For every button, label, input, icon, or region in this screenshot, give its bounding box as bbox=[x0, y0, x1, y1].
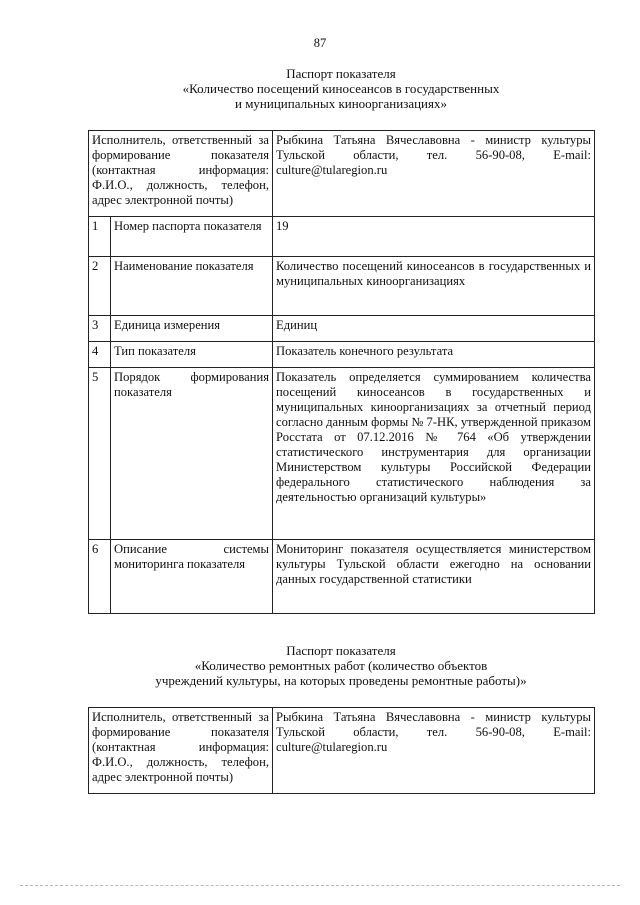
passport1-subtitle-line2: и муниципальных киноорганизациях» bbox=[234, 96, 447, 111]
passport2-subtitle-line2: учреждений культуры, на которых проведены ремонтные работы)» bbox=[155, 673, 527, 688]
table-row bbox=[89, 540, 595, 614]
executor-value: Рыбкина Татьяна Вячеславовна - министр культуры Тульской области, тел. 56-90-08, E-mail: culture@tularegion.ru bbox=[273, 708, 595, 794]
passport2-heading bbox=[88, 643, 594, 688]
passport2-title: Паспорт показателя bbox=[286, 643, 396, 658]
row-label: Тип показателя bbox=[111, 342, 273, 368]
table-row bbox=[89, 217, 595, 257]
row-number: 2 bbox=[89, 257, 111, 316]
passport2-subtitle-line1: «Количество ремонтных работ (количество объектов bbox=[194, 658, 488, 673]
row-number: 3 bbox=[89, 316, 111, 342]
table-row bbox=[89, 257, 595, 316]
executor-row bbox=[89, 131, 595, 217]
executor-value: Рыбкина Татьяна Вячеславовна - министр культуры Тульской области, тел. 56-90-08, E-mail: culture@tularegion.ru bbox=[273, 131, 595, 217]
passport2-table bbox=[88, 707, 595, 794]
passport1-heading bbox=[88, 66, 594, 111]
row-label: Порядок формирования показателя bbox=[111, 368, 273, 540]
table-row bbox=[89, 342, 595, 368]
row-value: 19 bbox=[273, 217, 595, 257]
row-number: 1 bbox=[89, 217, 111, 257]
row-label: Описание системы мониторинга показателя bbox=[111, 540, 273, 614]
executor-row bbox=[89, 708, 595, 794]
passport1-title: Паспорт показателя bbox=[286, 66, 396, 81]
page-number: 87 bbox=[313, 36, 327, 50]
row-value: Единиц bbox=[273, 316, 595, 342]
passport1-subtitle-line1: «Количество посещений киносеансов в государственных bbox=[182, 81, 500, 96]
row-value: Показатель конечного результата bbox=[273, 342, 595, 368]
table-row bbox=[89, 316, 595, 342]
row-label: Единица измерения bbox=[111, 316, 273, 342]
row-value: Показатель определяется суммированием количества посещений киносеансов в государственных и муниципальных киноорганизациях за отчетный период согласно данным формы № 7-НК, утвержденной приказом Росстата от 07.12.2016 № 764 «Об утверждении статистического инструментария для организации Министерством культуры Российской Федерации федерального статистического наблюдения за деятельностью организаций культуры» bbox=[273, 368, 595, 540]
row-label: Наименование показателя bbox=[111, 257, 273, 316]
row-label: Номер паспорта показателя bbox=[111, 217, 273, 257]
executor-label: Исполнитель, ответственный за формирование показателя (контактная информация: Ф.И.О., должность, телефон, адрес электронной почты) bbox=[89, 708, 273, 794]
executor-label: Исполнитель, ответственный за формирование показателя (контактная информация: Ф.И.О., должность, телефон, адрес электронной почты) bbox=[89, 131, 273, 217]
row-value: Количество посещений киносеансов в государственных и муниципальных киноорганизациях bbox=[273, 257, 595, 316]
table-row bbox=[89, 368, 595, 540]
scan-artifact-line bbox=[20, 885, 620, 886]
row-number: 6 bbox=[89, 540, 111, 614]
passport1-table bbox=[88, 130, 595, 614]
row-number: 5 bbox=[89, 368, 111, 540]
row-number: 4 bbox=[89, 342, 111, 368]
row-value: Мониторинг показателя осуществляется министерством культуры Тульской области ежегодно на основании данных государственной статистики bbox=[273, 540, 595, 614]
